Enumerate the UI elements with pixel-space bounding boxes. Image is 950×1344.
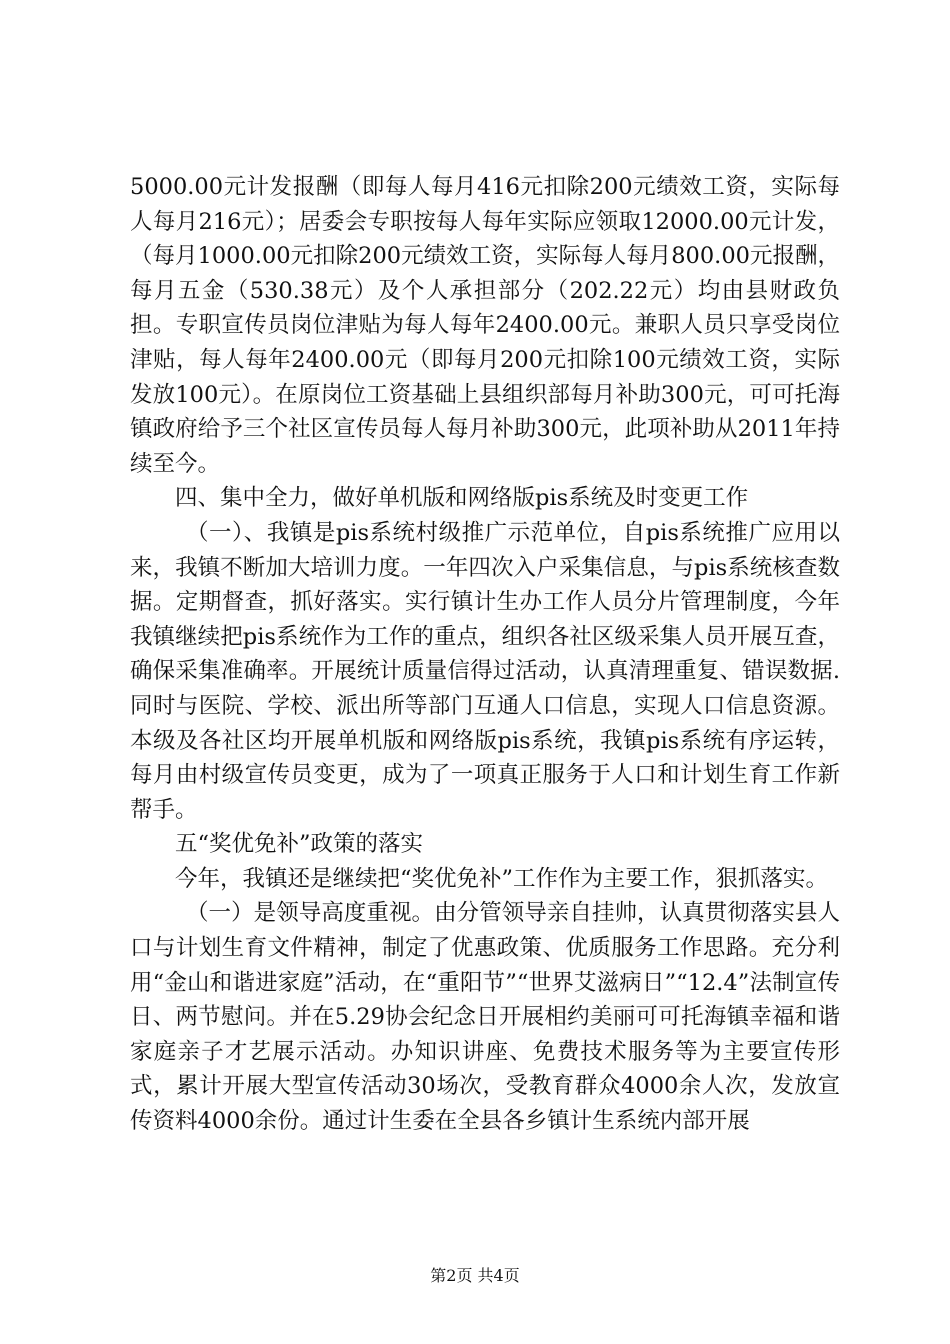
document-body	[130, 170, 840, 1139]
paragraph-pis-system: （一）、我镇是pis系统村级推广示范单位，自pis系统推广应用以来，我镇不断加大培训力度。一年四次入户采集信息，与pis系统核查数据。定期督查，抓好落实。实行镇计生办工作人员分片管理制度，今年我镇继续把pis系统作为工作的重点，组织各社区级采集人员开展互查，确保采集准确率。开展统计质量信得过活动，认真清理重复、错误数据.同时与医院、学校、派出所等部门互通人口信息，实现人口信息资源。本级及各社区均开展单机版和网络版pis系统，我镇pis系统有序运转，每月由村级宣传员变更，成为了一项真正服务于人口和计划生育工作新帮手。	[130, 519, 840, 823]
paragraph-salary-details: 5000.00元计发报酬（即每人每月416元扣除200元绩效工资，实际每人每月216元）；居委会专职按每人每年实际应领取12000.00元计发，（每月1000.00元扣除200元绩效工资，实际每人每月800.00元报酬，每月五金（530.38元）及个人承担部分（202.22元）均由县财政负担。专职宣传员岗位津贴为每人每年2400.00元。兼职人员只享受岗位津贴，每人每年2400.00元（即每月200元扣除100元绩效工资，实际发放100元）。在原岗位工资基础上县组织部每月补助300元，可可托海镇政府给予三个社区宣传员每人每月补助300元，此项补助从2011年持续至今。	[130, 174, 840, 477]
paragraph-leadership: （一）是领导高度重视。由分管领导亲自挂帅，认真贯彻落实县人口与计划生育文件精神，制定了优惠政策、优质服务工作思路。充分利用“金山和谐进家庭”活动，在“重阳节”“世界艾滋病日”“12.4”法制宣传日、两节慰问。并在5.29协会纪念日开展相约美丽可可托海镇幸福和谐家庭亲子才艺展示活动。办知识讲座、免费技术服务等为主要宣传形式，累计开展大型宣传活动30场次，受教育群众4000余人次，发放宣传资料4000余份。通过计生委在全县各乡镇计生系统内部开展	[130, 900, 840, 1135]
section-heading-pis-system: 四、集中全力，做好单机版和网络版pis系统及时变更工作	[175, 485, 749, 512]
page-number-footer: 第2页 共4页	[430, 1266, 520, 1285]
section-heading-reward-policy: 五“奖优免补”政策的落实	[175, 831, 424, 858]
paragraph-reward-intro: 今年，我镇还是继续把“奖优免补”工作作为主要工作，狠抓落实。	[175, 865, 829, 892]
